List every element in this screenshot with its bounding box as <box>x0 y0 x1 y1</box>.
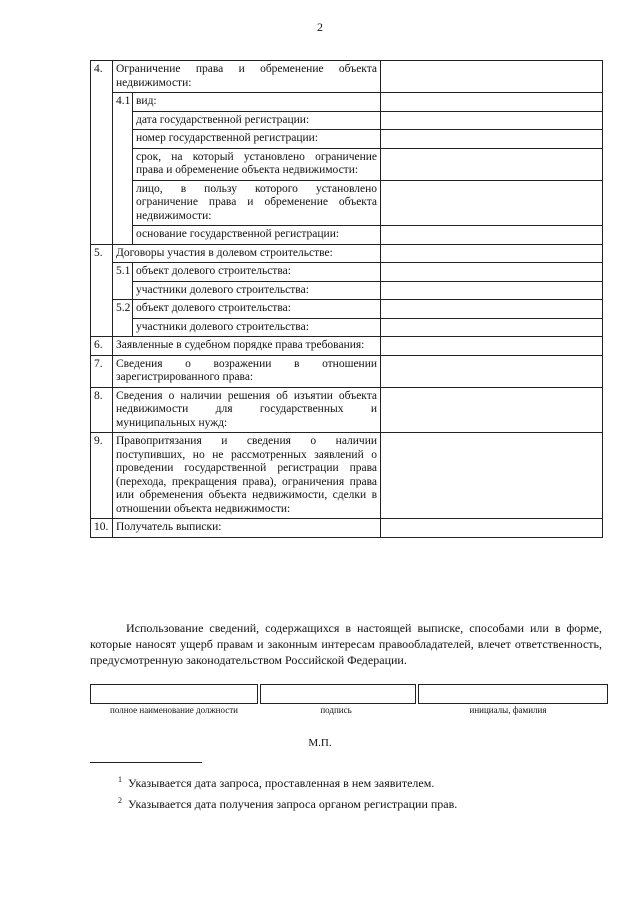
row-value <box>381 318 603 337</box>
table-row <box>91 355 603 387</box>
row-label: участники долевого строительства: <box>133 281 381 300</box>
table-row <box>91 281 603 300</box>
footnote <box>118 794 457 811</box>
table-row <box>91 130 603 149</box>
row-label: вид: <box>133 93 381 112</box>
table-row <box>91 226 603 245</box>
table-row <box>91 244 603 263</box>
row-value <box>381 93 603 112</box>
row-label: объект долевого строительства: <box>133 263 381 282</box>
table-row <box>91 263 603 282</box>
page-number: 2 <box>317 20 323 34</box>
table-row <box>91 300 603 319</box>
row-value <box>381 111 603 130</box>
row-label: Сведения о возражении в отношении зарегистрированного права: <box>113 355 381 387</box>
footnote-text: Указывается дата получения запроса органом регистрации прав. <box>128 797 458 811</box>
footnote <box>118 773 434 790</box>
row-value <box>381 300 603 319</box>
row-label: основание государственной регистрации: <box>133 226 381 245</box>
row-label: Ограничение права и обременение объекта недвижимости: <box>113 61 381 93</box>
row-number: 8. <box>91 387 113 433</box>
row-value <box>381 387 603 433</box>
extract-table <box>90 60 603 538</box>
row-value <box>381 61 603 93</box>
row-label: Получатель выписки: <box>113 519 381 538</box>
row-value <box>381 244 603 263</box>
table-row <box>91 387 603 433</box>
row-value <box>381 433 603 519</box>
row-value <box>381 148 603 180</box>
table-row <box>91 318 603 337</box>
row-label: Заявленные в судебном порядке права требования: <box>113 337 381 356</box>
subrow-number: 4.1 <box>113 93 133 112</box>
footnote-divider <box>90 762 202 763</box>
row-label: срок, на который установлено ограничение права и обременение объекта недвижимости: <box>133 148 381 180</box>
footnote-mark: 2 <box>118 796 122 805</box>
row-label: номер государственной регистрации: <box>133 130 381 149</box>
signature-block <box>90 684 608 704</box>
row-label: Сведения о наличии решения об изъятии объекта недвижимости для государственных и муниципальных нужд: <box>113 387 381 433</box>
table-row <box>91 93 603 112</box>
subrow-number: 5.2 <box>113 300 133 319</box>
row-number: 5. <box>91 244 113 263</box>
row-value <box>381 263 603 282</box>
row-value <box>381 337 603 356</box>
row-number: 9. <box>91 433 113 519</box>
footnote-mark: 1 <box>118 775 122 784</box>
table-row <box>91 180 603 226</box>
position-label: полное наименование должности <box>110 705 238 715</box>
name-field <box>419 685 608 704</box>
row-label: дата государственной регистрации: <box>133 111 381 130</box>
table-row <box>91 111 603 130</box>
table-row <box>91 433 603 519</box>
footnote-text: Указывается дата запроса, проставленная в нем заявителем. <box>128 776 435 790</box>
usage-notice: Использование сведений, содержащихся в настоящей выписке, способами или в форме, которые наносят ущерб правам и законным интересам правообладателей, влечет ответственность, предусмотренную законодательством Российской Федерации. <box>90 621 602 667</box>
row-value <box>381 281 603 300</box>
signature-labels <box>90 705 602 715</box>
row-value <box>381 226 603 245</box>
row-label: Правопритязания и сведения о наличии поступивших, но не рассмотренных заявлений о проведении государственной регистрации права (перехода, прекращения права), ограничения права или обременения объекта недвижимости, сделки в отношении объекта недвижимости: <box>113 433 381 519</box>
signature-field <box>261 685 416 704</box>
row-value <box>381 180 603 226</box>
row-label: Договоры участия в долевом строительстве: <box>113 244 381 263</box>
table-row <box>91 519 603 538</box>
table-row <box>91 61 603 93</box>
position-field <box>91 685 258 704</box>
row-number: 10. <box>91 519 113 538</box>
row-number: 7. <box>91 355 113 387</box>
row-label: лицо, в пользу которого установлено ограничение права и обременение объекта недвижимости: <box>133 180 381 226</box>
row-label: участники долевого строительства: <box>133 318 381 337</box>
row-label: объект долевого строительства: <box>133 300 381 319</box>
row-number: 4. <box>91 61 113 93</box>
row-number: 6. <box>91 337 113 356</box>
table-row <box>91 337 603 356</box>
name-label: инициалы, фамилия <box>469 705 547 715</box>
signature-label: подпись <box>320 705 352 715</box>
row-value <box>381 130 603 149</box>
row-value <box>381 355 603 387</box>
subrow-number: 5.1 <box>113 263 133 282</box>
table-row <box>91 148 603 180</box>
row-value <box>381 519 603 538</box>
stamp-label: М.П. <box>308 737 332 749</box>
